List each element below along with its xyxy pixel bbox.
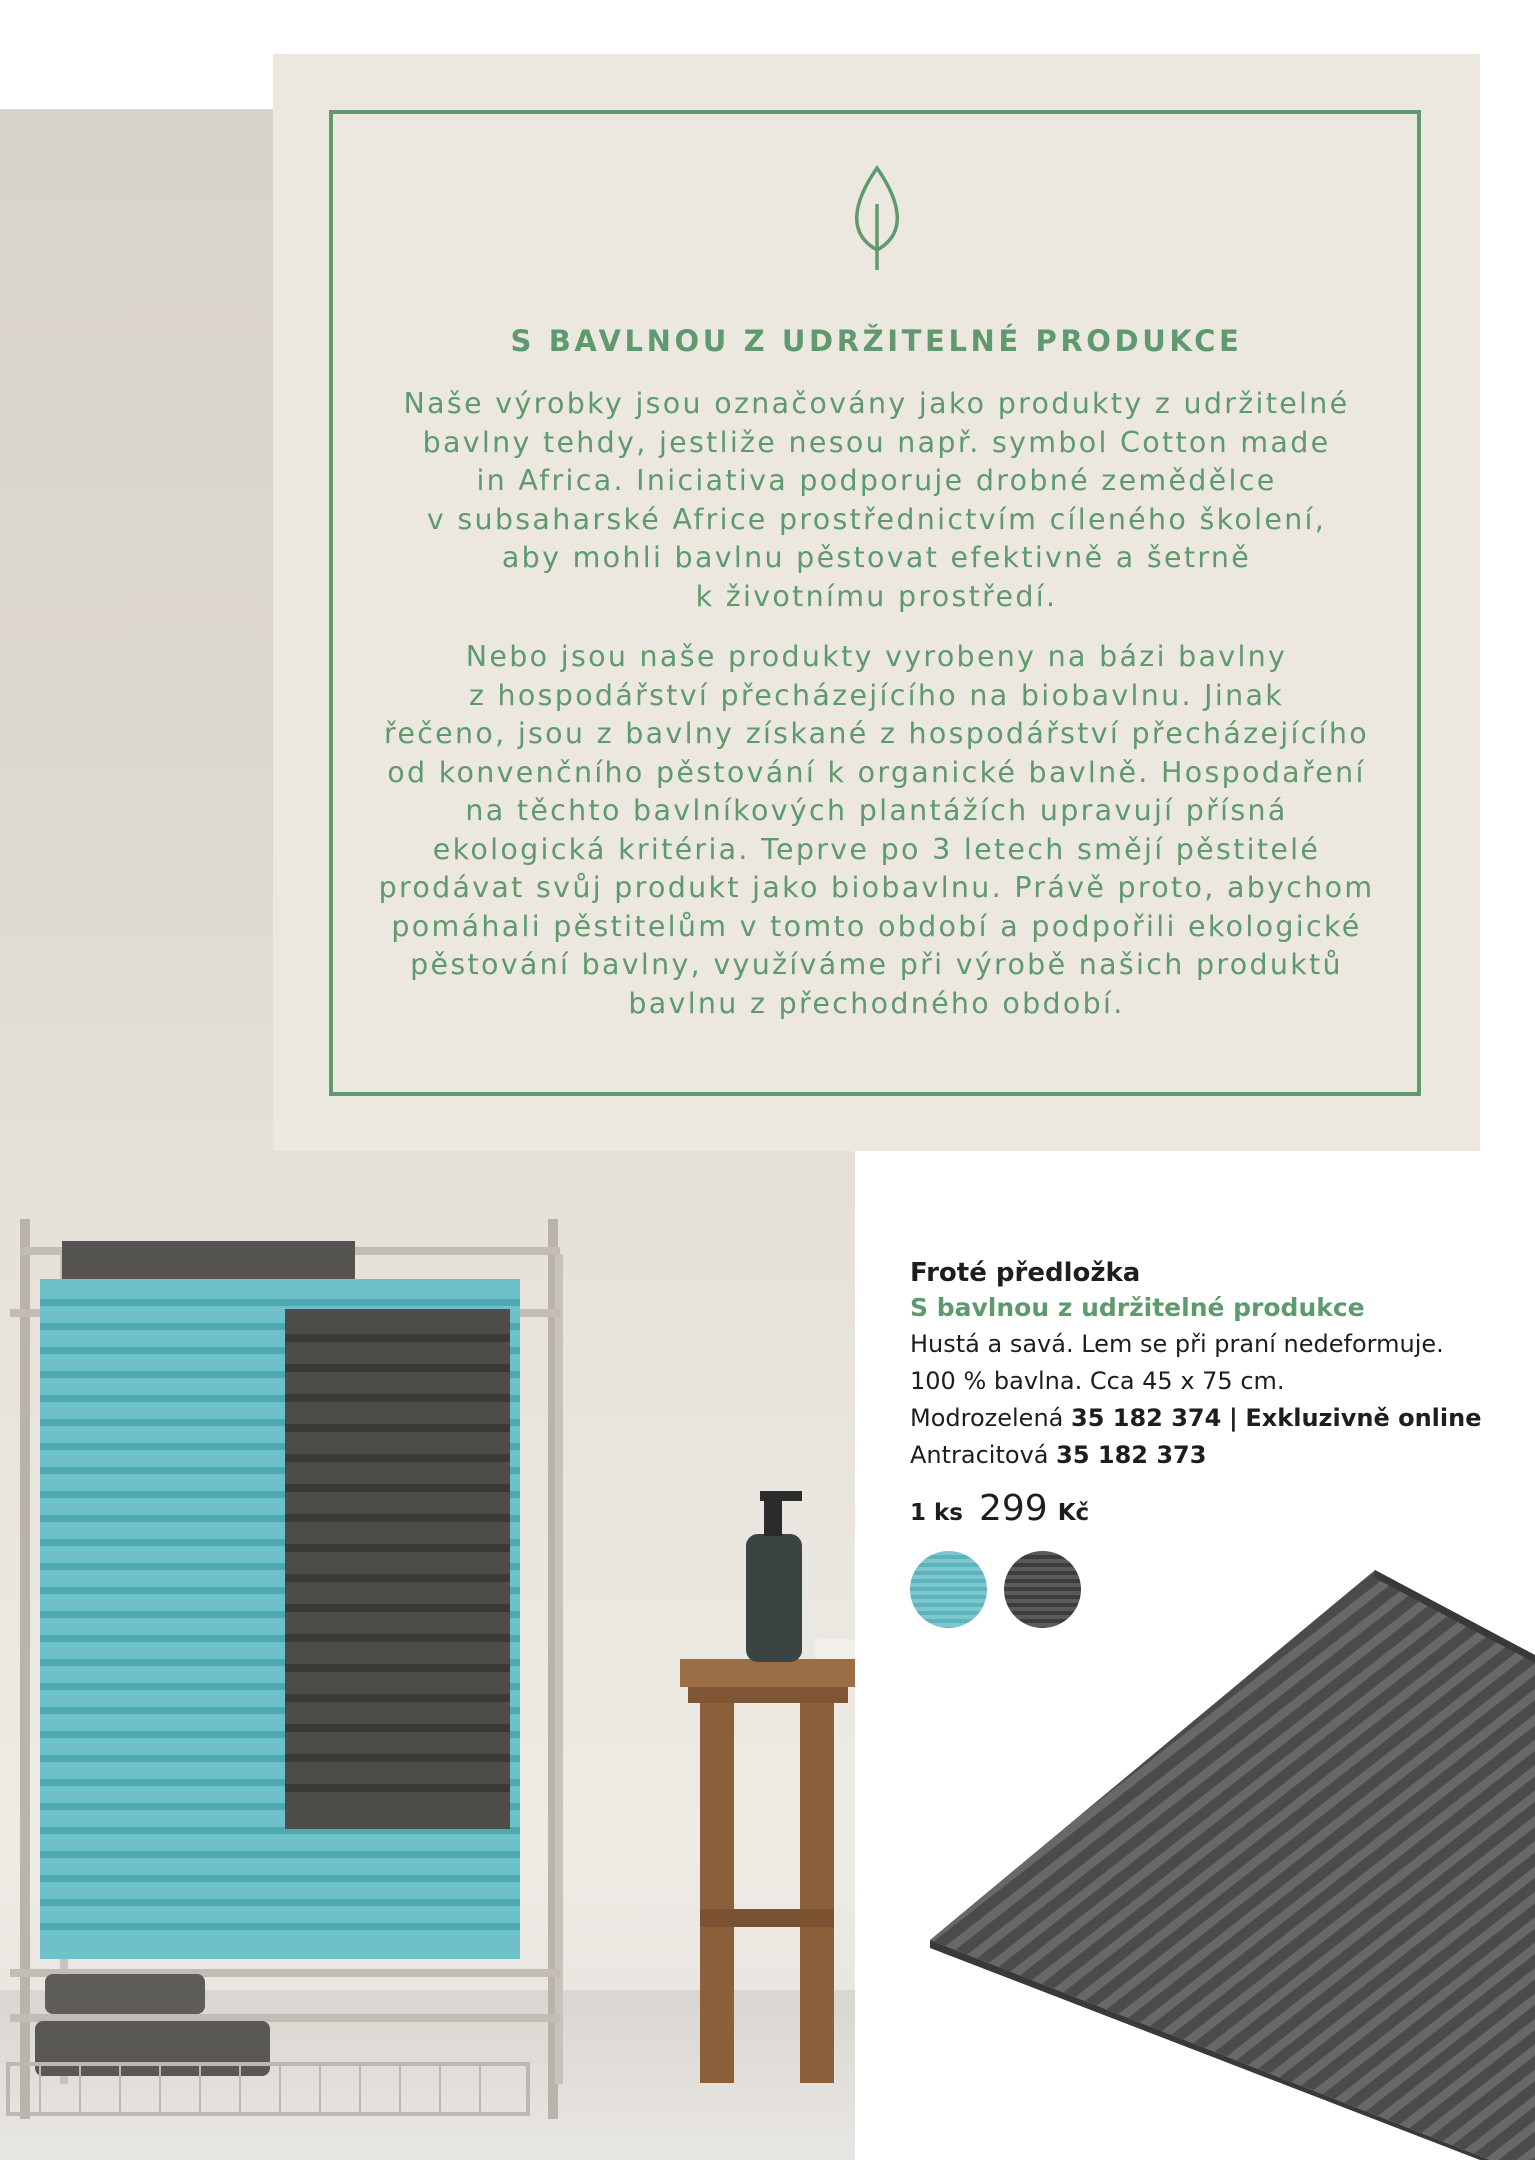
variant-color: Antracitová [910, 1441, 1049, 1469]
paragraph-line: pomáhali pěstitelům v tomto období a podpořili ekologické [391, 909, 1362, 943]
paragraph-line: prodávat svůj produkt jako biobavlnu. Právě proto, abychom [378, 871, 1375, 904]
leaf-icon [842, 164, 912, 274]
variant-color: Modrozelená [910, 1404, 1064, 1432]
paragraph-line: od konvenčního pěstování k organické bavlně. Hospodaření [387, 755, 1366, 789]
price-quantity: 1 ks [910, 1500, 963, 1526]
paragraph-line: bavlny tehdy, jestliže nesou např. symbol Cotton made [422, 425, 1331, 459]
paragraph-line: pěstování bavlny, využíváme při výrobě našich produktů [410, 948, 1343, 981]
paragraph-line: k životnímu prostředí. [695, 579, 1058, 613]
price-row [910, 1488, 1510, 1529]
price-value: 299 [979, 1488, 1048, 1529]
paragraph-line: řečeno, jsou z bavlny získané z hospodářství přecházejícího [383, 717, 1370, 750]
variant-anthracite [910, 1437, 1510, 1474]
product-subtitle: S bavlnou z udržitelné produkce [910, 1293, 1365, 1322]
paragraph-line: Nebo jsou naše produkty vyrobeny na bázi bavlny [465, 640, 1288, 673]
panel-title: S BAVLNOU Z UDRŽITELNÉ PRODUKCE [510, 324, 1243, 358]
paragraph-line: ekologická kritéria. Teprve po 3 letech smějí pěstitelé [432, 832, 1321, 866]
variant-teal [910, 1400, 1510, 1437]
panel-paragraph-2 [343, 638, 1410, 1023]
product-name: Froté předložka [910, 1258, 1141, 1288]
variant-note: Exkluzivně online [1245, 1404, 1482, 1432]
variant-code: 35 182 374 [1071, 1404, 1222, 1432]
product-description: Hustá a savá. Lem se při praní nedeformuje. [910, 1330, 1444, 1358]
paragraph-line: z hospodářství přecházejícího na biobavlnu. Jinak [468, 678, 1285, 712]
paragraph-line: in Africa. Iniciativa podporuje drobné zemědělce [476, 464, 1277, 497]
product-material: 100 % bavlna. Cca 45 x 75 cm. [910, 1367, 1285, 1395]
variant-code: 35 182 373 [1056, 1441, 1207, 1469]
sustainable-cotton-panel [273, 54, 1480, 1151]
paragraph-line: Naše výrobky jsou označovány jako produkty z udržitelné [403, 387, 1350, 420]
price-currency: Kč [1057, 1500, 1090, 1526]
paragraph-line: na těchto bavlníkových plantážích upravují přísná [465, 794, 1288, 827]
paragraph-line: aby mohli bavlnu pěstovat efektivně a šetrně [501, 541, 1252, 574]
paragraph-line: v subsaharské Africe prostřednictvím cíleného školení, [426, 502, 1327, 536]
panel-paragraph-1 [343, 385, 1410, 616]
paragraph-line: bavlnu z přechodného období. [628, 986, 1125, 1020]
bath-mat-image [920, 1560, 1535, 2160]
variant-separator: | [1228, 1404, 1238, 1432]
